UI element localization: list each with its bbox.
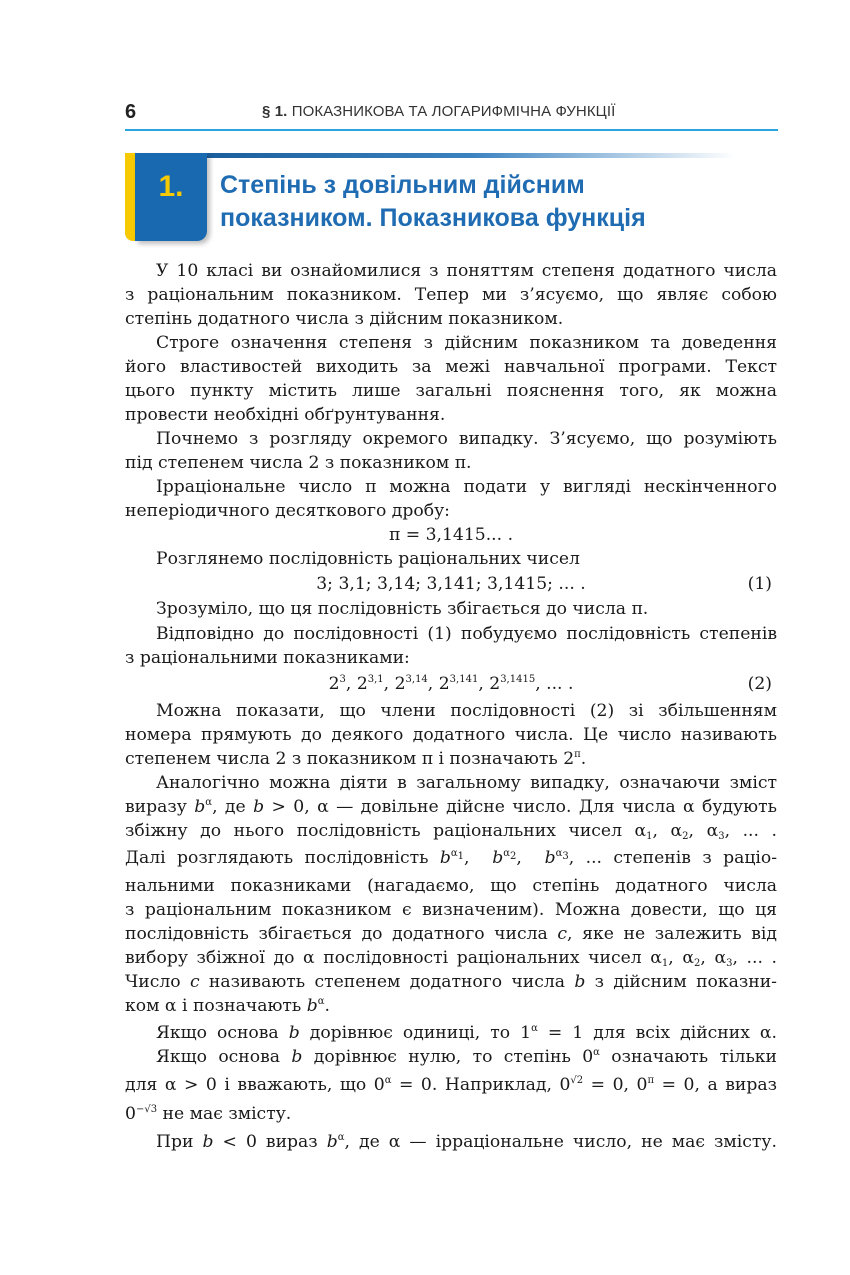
topic-number-box: [135, 153, 207, 241]
p2-line-4: провести необхідні обґрунтування.: [125, 405, 446, 425]
topic-number: 1.: [158, 170, 184, 203]
p2-line-3: цього пункту містить лише загальні пояснення того, як можна: [125, 381, 777, 401]
p1-line-1: У 10 класі ви ознайомилися з поняттям степеня додатного числа: [156, 261, 777, 281]
equation-1-number: (1): [747, 574, 772, 594]
topic-title: [220, 169, 646, 235]
header-rule: [125, 129, 778, 131]
p9-line-4: Далі розглядають послідовність $b^{\alpha_1}$, $b^{\alpha_2}$, $b^{\alpha_3}$, ... степенів з раціо-: [125, 848, 778, 868]
p6: Зрозуміло, що ця послідовність збігається до числа π.: [156, 599, 649, 619]
p9-line-1: Аналогічно можна діяти в загальному випадку, означаючи зміст: [156, 773, 777, 793]
p9-line-2: виразу $b^\alpha$, де b > 0, α — довільне дійсне число. Для числа α будують: [125, 797, 777, 817]
page-number: 6: [125, 101, 137, 123]
p7-line-1: Відповідно до послідовності (1) побудуємо послідовність степенів: [156, 624, 777, 644]
p11-line-3: $0^{-√3}$ не має змісту.: [125, 1104, 292, 1124]
p3-line-1: Почнемо з розгляду окремого випадку. З’ясуємо, що розуміють: [156, 429, 777, 449]
p12: При b < 0 вираз $b^\alpha$, де α — ірраціональне число, не має змісту.: [156, 1132, 777, 1152]
topic-title-line-2: показником. Показникова функція: [220, 204, 646, 232]
equation-1: [125, 573, 777, 596]
p2-line-2: його властивостей виходить за межі навчальної програми. Текст: [125, 357, 777, 377]
p7-line-2: з раціональними показниками:: [125, 648, 410, 668]
banner-yellow-tab: [125, 153, 135, 241]
p4-line-2: неперіодичного десяткового дробу:: [125, 501, 450, 521]
equation-1-body: 3; 3,1; 3,14; 3,141; 3,1415; ... .: [316, 574, 586, 594]
p11-line-1: Якщо основа b дорівнює нулю, то степінь $0^\alpha$ означають тільки: [156, 1047, 778, 1067]
p8-line-1: Можна показати, що члени послідовності (2) зі збільшенням: [156, 701, 777, 721]
p10: Якщо основа b дорівнює одиниці, то $1^\alpha = 1$ для всіх дійсних α.: [156, 1023, 777, 1043]
equation-pi: π = 3,1415... .: [388, 525, 514, 545]
p9-line-8: вибору збіжної до α послідовності раціональних чисел $\alpha_1$, $\alpha_2$, $\alpha_3$, ... .: [125, 948, 777, 969]
equation-2-body: $2^3$, 2$^{3,1}$, 2$^{3,14}$, 2$^{3,141}$, $2^{3,1415}$, ... .: [328, 674, 574, 694]
p3-line-2: під степенем числа 2 з показником π.: [125, 453, 472, 473]
p9-line-10: ком α і позначають $b^\alpha$.: [125, 996, 330, 1016]
p11-line-2: для α > 0 і вважають, що $0^\alpha = 0$. Наприклад, $0^{√2} = 0$, $0^\pi = 0$, а вираз: [125, 1075, 777, 1095]
p5: Розглянемо послідовність раціональних чисел: [156, 549, 580, 569]
banner-gradient-bar: [207, 153, 735, 158]
p4-line-1: Ірраціональне число π можна подати у вигляді нескінченного: [156, 477, 777, 497]
section-title: ПОКАЗНИКОВА ТА ЛОГАРИФМІЧНА ФУНКЦІЇ: [291, 103, 616, 120]
equation-2-number: (2): [747, 674, 772, 694]
p9-line-6: з раціональним показником є визначеним). Можна довести, що ця: [125, 900, 777, 920]
p2-line-1: Строге означення степеня з дійсним показником та доведення: [156, 333, 777, 353]
topic-title-line-1: Степінь з довільним дійсним: [220, 171, 585, 199]
p9-line-5: нальними показниками (нагадаємо, що степінь додатного числа: [125, 876, 777, 896]
equation-2: [125, 673, 777, 696]
p1-line-3: степінь додатного числа з дійсним показником.: [125, 309, 564, 329]
p9-line-9: Число c називають степенем додатного числа b з дійсним показни-: [125, 972, 777, 992]
p1-line-2: з раціональним показником. Тепер ми з’ясуємо, що являє собою: [125, 285, 777, 305]
p9-line-7: послідовність збігається до додатного числа c, яке не залежить від: [125, 924, 777, 944]
section-mark: § 1.: [262, 103, 288, 120]
p8-line-2: номера прямують до деякого додатного числа. Це число називають: [125, 725, 777, 745]
p8-line-3: степенем числа 2 з показником π і позначають $2^\pi$.: [125, 749, 587, 769]
running-header: [262, 103, 615, 120]
p9-line-3: збіжну до нього послідовність раціональних чисел $\alpha_1$, $\alpha_2$, $\alpha_3$, ... .: [125, 821, 777, 842]
topic-banner: [125, 153, 735, 243]
